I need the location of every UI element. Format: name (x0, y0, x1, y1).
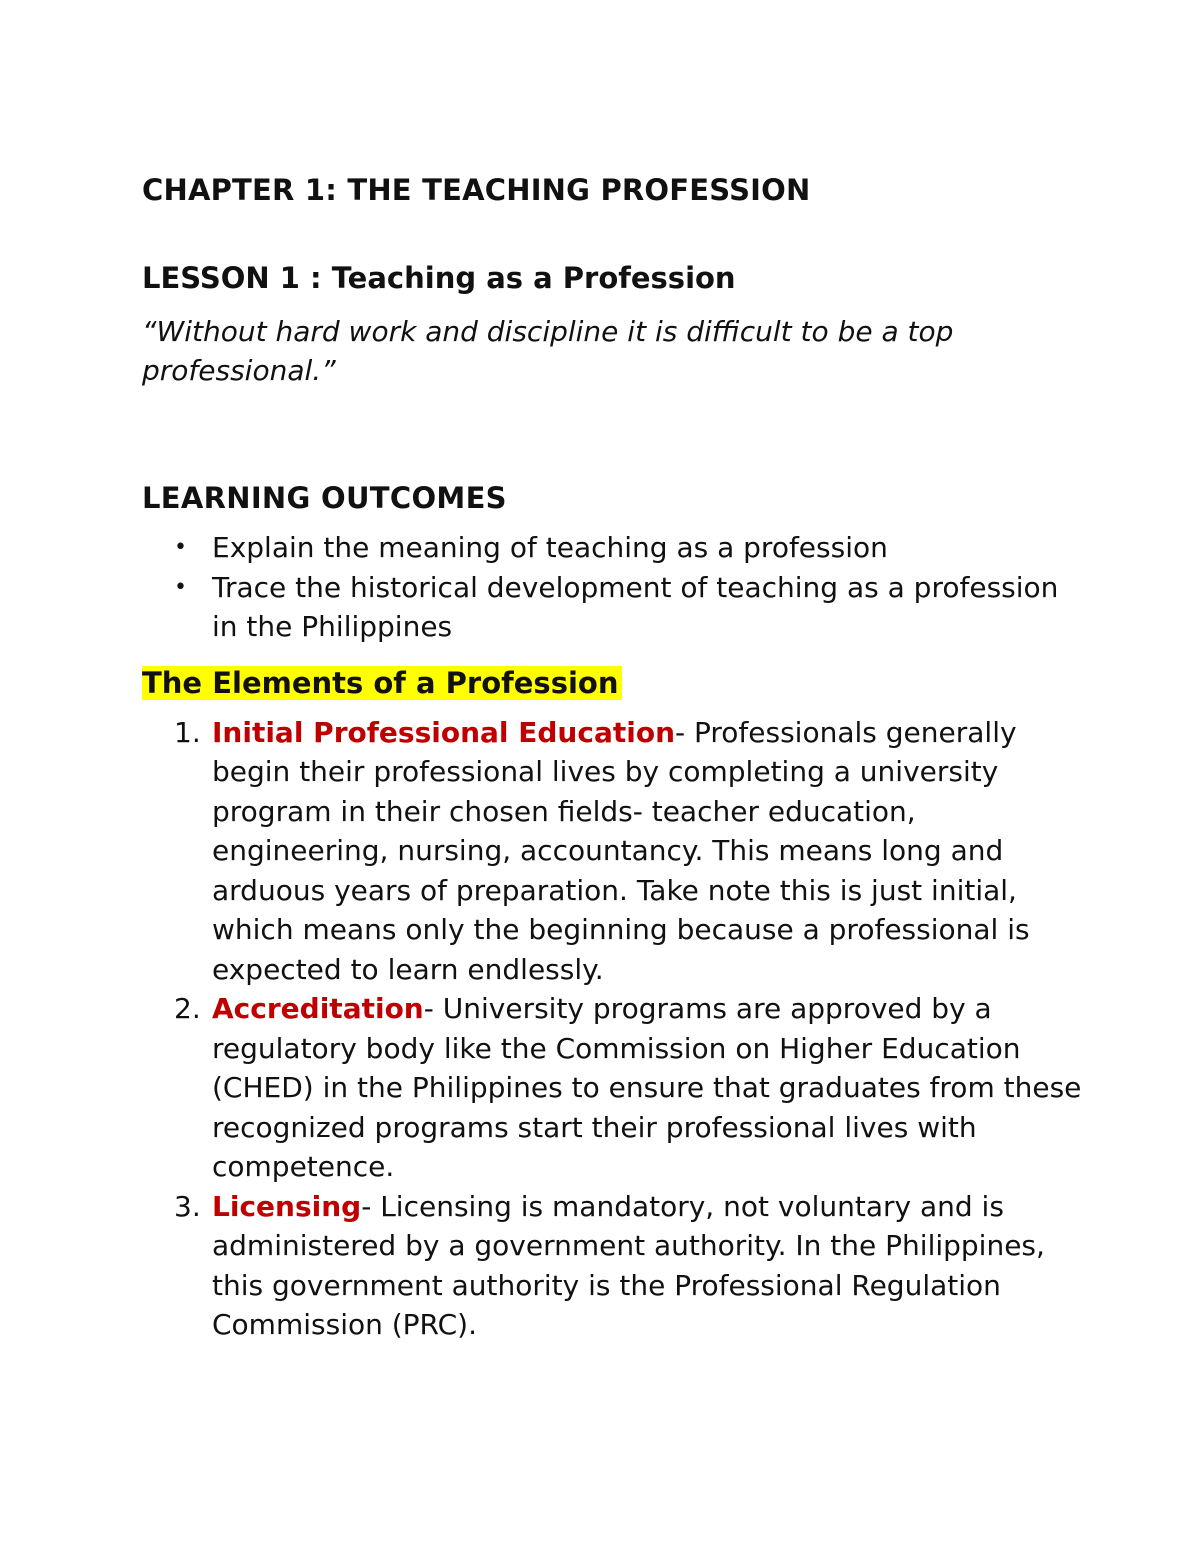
chapter-title: CHAPTER 1: THE TEACHING PROFESSION (142, 173, 811, 207)
bullet-icon: • (174, 574, 187, 600)
elements-heading (142, 661, 1082, 705)
item-number: 3. (174, 1189, 201, 1223)
list-item (142, 528, 1082, 568)
list-item (142, 568, 1082, 647)
list-item (142, 1187, 1082, 1345)
item-number: 1. (174, 715, 201, 749)
elements-list (142, 713, 1082, 1345)
element-description: - Licensing is mandatory, not voluntary and is administered by a government authority. In the Philippines, this government authority is the Professional Regulation Commission (PRC). (212, 1189, 1045, 1341)
list-item-text: Explain the meaning of teaching as a profession (212, 531, 888, 564)
document-page (142, 168, 1082, 1345)
learning-outcomes-list (142, 528, 1082, 647)
list-item (142, 989, 1082, 1187)
list-item (142, 713, 1082, 990)
bullet-icon: • (174, 535, 187, 560)
highlighted-heading-text: The Elements of a Profession (142, 666, 622, 700)
element-term: Initial Professional Education (212, 715, 675, 749)
list-item-text: Trace the historical development of teaching as a profession in the Philippines (212, 570, 1059, 643)
element-term: Accreditation (212, 992, 424, 1025)
element-description: - University programs are approved by a regulatory body like the Commission on Higher Education (CHED) in the Philippines to ensure that graduates from these recognized programs start their professional lives with competence. (212, 992, 1082, 1183)
element-term: Licensing (212, 1189, 362, 1223)
lesson-quote: “Without hard work and discipline it is difficult to be a top professional.” (142, 315, 954, 387)
learning-outcomes-heading: LEARNING OUTCOMES (142, 481, 507, 515)
item-number: 2. (174, 992, 201, 1025)
element-description: - Professionals generally begin their professional lives by completing a university program in their chosen fields- teacher education, engineering, nursing, accountancy. This means long and arduous years of preparation. Take note this is just initial, which means only the beginning because a professional is expected to learn endlessly. (212, 715, 1030, 986)
lesson-title: LESSON 1 : Teaching as a Profession (142, 261, 736, 295)
